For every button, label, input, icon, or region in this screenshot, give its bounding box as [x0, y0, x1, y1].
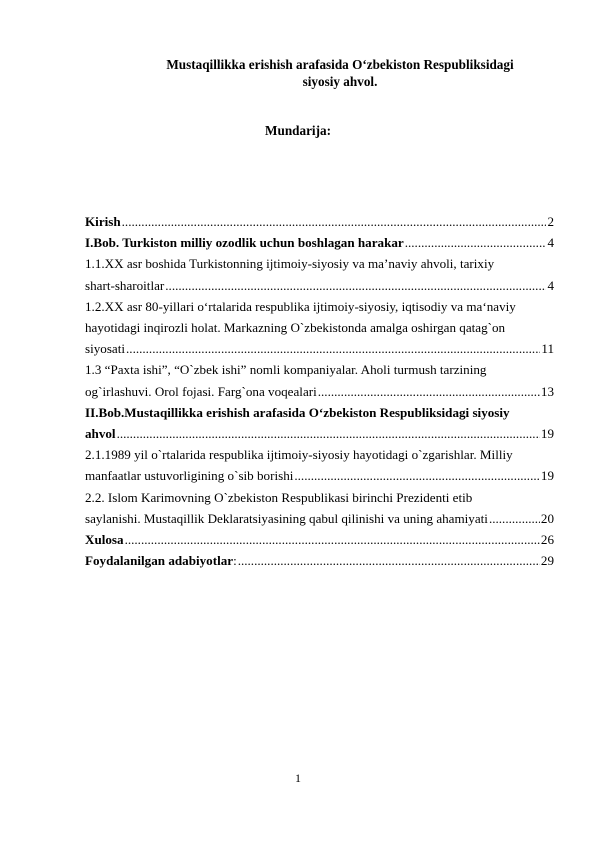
toc-entry-title: Xulosa — [85, 532, 124, 548]
toc-entry-suffix: : — [233, 553, 237, 569]
toc-entry-text-line: 2.2. Islom Karimovning O`zbekiston Respublikasi birinchi Prezidenti etib — [85, 489, 473, 505]
toc-entry-leader-line — [85, 423, 554, 444]
toc-page-number: 20 — [540, 510, 554, 526]
page-number: 1 — [295, 771, 301, 785]
toc-entry-leader-line — [85, 338, 554, 359]
toc-dot-leader — [294, 465, 540, 486]
toc-page-number: 2 — [547, 214, 554, 229]
toc-page-number: 29 — [540, 553, 554, 569]
toc-entry — [85, 487, 554, 529]
toc-entry-title: Foydalanilgan adabiyotlar — [85, 553, 234, 569]
toc-dot-leader — [117, 423, 540, 444]
toc-entry-text-line: 1.1.XX asr boshida Turkistonning ijtimoiy-siyosiy va ma’naviy ahvoli, tarixiy — [85, 256, 495, 272]
toc-entry-text-line: 2.1.1989 yil o`rtalarida respublika ijtimoiy-siyosiy hayotidagi o`zgarishlar. Milliy — [85, 447, 513, 463]
toc-entry-title: siyosati — [85, 341, 126, 357]
toc-dot-leader — [126, 338, 540, 359]
toc-entry-leader-line — [85, 529, 554, 550]
toc-dot-leader — [125, 529, 540, 550]
toc-entry-title: saylanishi. Mustaqillik Deklaratsiyasining qabul qilinishi va uning ahamiyati — [85, 510, 488, 526]
toc-entry — [85, 444, 554, 486]
toc-entry-title: og`irlashuvi. Orol fojasi. Farg`ona voqealari — [85, 383, 317, 399]
toc-page-number: 19 — [540, 468, 554, 484]
toc-page-number: 4 — [547, 277, 554, 293]
toc-entry — [85, 232, 554, 253]
toc-dot-leader — [489, 508, 540, 529]
document-title-line-2: siyosiy ahvol. — [302, 74, 378, 89]
toc-entry-title: Kirish — [85, 214, 121, 229]
toc-entry-leader-line — [85, 275, 554, 296]
toc-entry — [85, 550, 554, 571]
toc-entry-leader-line — [85, 381, 554, 402]
toc-entry-leader-line — [85, 211, 554, 232]
toc-page-number: 11 — [541, 341, 554, 357]
toc-page-number: 4 — [547, 235, 554, 251]
toc-dot-leader — [318, 381, 540, 402]
toc-dot-leader — [238, 550, 540, 571]
toc-dot-leader — [165, 275, 546, 296]
toc-entry-leader-line — [85, 232, 554, 253]
toc-dot-leader — [405, 232, 547, 253]
toc-entry — [85, 253, 554, 295]
toc-entry — [85, 211, 554, 232]
table-of-contents — [85, 211, 554, 571]
toc-entry-leader-line — [85, 465, 554, 486]
toc-entry-text-line: 1.2.XX asr 80-yillari o‘rtalarida respublika ijtimoiy-siyosiy, iqtisodiy va ma‘naviy — [85, 298, 516, 314]
toc-entry-text-line: hayotidagi inqirozli holat. Markazning O`zbekistonda amalga oshirgan qatag`on — [85, 320, 506, 336]
toc-entry-leader-line — [85, 508, 554, 529]
toc-entry — [85, 359, 554, 401]
toc-entry — [85, 402, 554, 444]
toc-entry-text-line: II.Bob.Mustaqillikka erishish arafasida O‘zbekiston Respubliksidagi siyosiy — [85, 404, 510, 420]
toc-entry-title: manfaatlar ustuvorligining o`sib borishi — [85, 468, 294, 484]
toc-page-number: 26 — [540, 532, 554, 548]
document-title-line-1: Mustaqillikka erishish arafasida O‘zbekiston Respubliksidagi — [166, 57, 514, 72]
toc-entry — [85, 296, 554, 360]
toc-entry-title: I.Bob. Turkiston milliy ozodlik uchun boshlagan harakar — [85, 235, 404, 251]
toc-entry-title: ahvol — [85, 426, 116, 442]
toc-page-number: 13 — [540, 383, 554, 399]
toc-entry-text-line: 1.3 “Paxta ishi”, “O`zbek ishi” nomli kompaniyalar. Aholi turmush tarzining — [85, 362, 487, 378]
toc-heading: Mundarija: — [265, 123, 331, 138]
toc-entry — [85, 529, 554, 550]
toc-page-number: 19 — [540, 426, 554, 442]
document-title — [90, 56, 590, 90]
toc-entry-leader-line — [85, 550, 554, 571]
toc-dot-leader — [122, 211, 547, 232]
toc-entry-title: shart-sharoitlar — [85, 277, 165, 293]
